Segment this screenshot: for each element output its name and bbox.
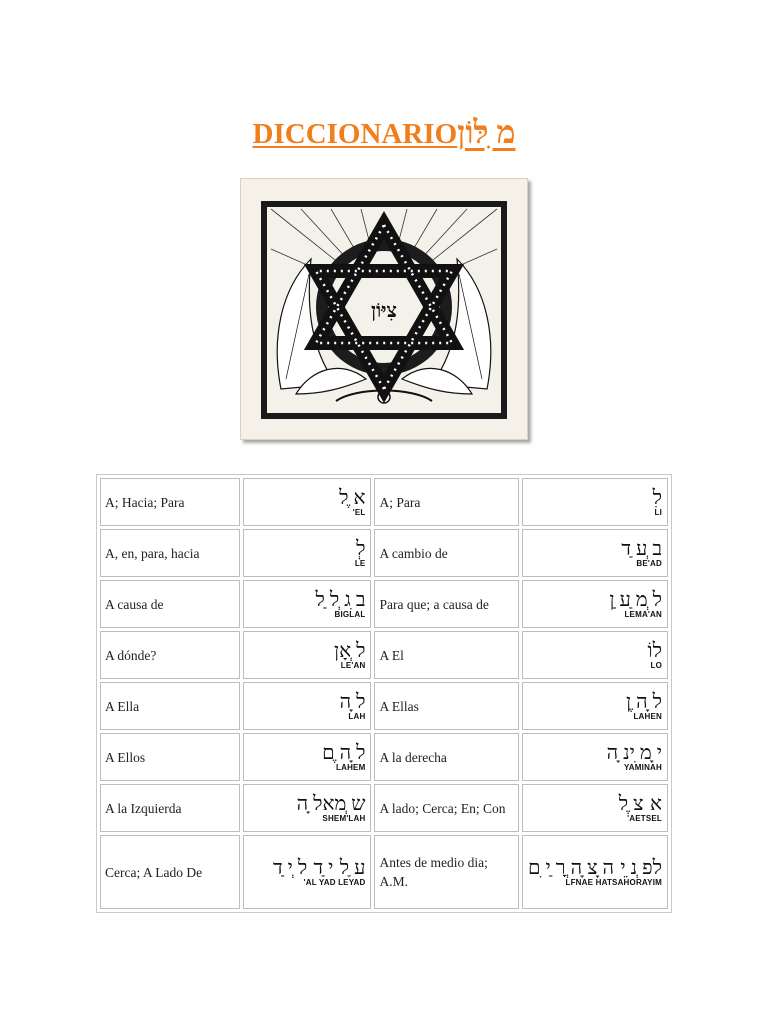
spanish-term: A Ellas: [374, 682, 518, 730]
hebrew-word: לְ: [356, 536, 366, 560]
hebrew-cell: [243, 733, 371, 781]
transliteration: BE'AD: [636, 559, 662, 568]
transliteration: YAMINAH: [624, 763, 662, 772]
transliteration: LAH: [348, 712, 366, 721]
hebrew-cell: [243, 478, 371, 526]
hebrew-cell: [522, 631, 668, 679]
transliteration: LO: [650, 661, 662, 670]
transliteration: LAHEM: [336, 763, 366, 772]
hebrew-cell: [243, 529, 371, 577]
hebrew-word: ל ָה ֶם: [322, 740, 366, 764]
transliteration: 'AL YAD LEYAD: [303, 878, 366, 887]
transliteration: LAHEN: [633, 712, 662, 721]
spanish-term: A causa de: [100, 580, 240, 628]
table-row: [100, 580, 668, 628]
hebrew-cell: [243, 835, 371, 909]
spanish-term: A El: [374, 631, 518, 679]
hebrew-cell: [243, 580, 371, 628]
hebrew-cell: [243, 682, 371, 730]
spanish-term: A la Izquierda: [100, 784, 240, 832]
hebrew-word: ל ְמ ַע ַן: [609, 587, 662, 611]
table-row: [100, 733, 668, 781]
spanish-term: A, en, para, hacia: [100, 529, 240, 577]
spanish-term: A Ellos: [100, 733, 240, 781]
hebrew-word: א ֶל: [339, 485, 366, 509]
hebrew-cell: [522, 784, 668, 832]
hebrew-word: ב ִג ְל ַל: [315, 587, 366, 611]
spanish-term: A cambio de: [374, 529, 518, 577]
spanish-term: A Ella: [100, 682, 240, 730]
transliteration: LE: [354, 559, 366, 568]
emblem-illustration: [241, 179, 527, 439]
hebrew-word: ש ְמאל ָה: [296, 791, 366, 815]
page-title: [0, 112, 768, 154]
table-row: [100, 835, 668, 909]
emblem-inscription: צִיּוֹן: [371, 298, 397, 322]
spanish-term: Cerca; A Lado De: [100, 835, 240, 909]
spanish-term: A la derecha: [374, 733, 518, 781]
table-row: [100, 784, 668, 832]
transliteration: LE'AN: [340, 661, 366, 670]
table-row: [100, 529, 668, 577]
spanish-term: A; Para: [374, 478, 518, 526]
table-row: [100, 682, 668, 730]
hebrew-cell: [243, 631, 371, 679]
transliteration: BIGLAL: [334, 610, 366, 619]
hebrew-cell: [243, 784, 371, 832]
table-row: [100, 631, 668, 679]
spanish-term: A dónde?: [100, 631, 240, 679]
hebrew-cell: [522, 733, 668, 781]
hebrew-word: י ָמ ִינ ָה: [606, 740, 662, 764]
title-hebrew: מ ִלּוֹן: [457, 114, 516, 150]
table-row: [100, 478, 668, 526]
title-spanish: DICCIONARIO: [252, 118, 458, 150]
hebrew-word: ל ָה ֶן: [626, 689, 662, 713]
hebrew-word: לוֹ: [647, 638, 662, 662]
hebrew-cell: [522, 478, 668, 526]
transliteration: SHEM'LAH: [322, 814, 366, 823]
transliteration: LI: [654, 508, 662, 517]
spanish-term: A; Hacia; Para: [100, 478, 240, 526]
hebrew-word: ע ַל י ַד ל ְי ַד: [272, 855, 366, 879]
hebrew-word: ל ְאָן: [334, 638, 366, 662]
hebrew-cell: [522, 529, 668, 577]
transliteration: LEMA'AN: [624, 610, 662, 619]
dictionary-table: [96, 474, 672, 913]
hebrew-cell: [522, 580, 668, 628]
hebrew-word: ל ָה: [339, 689, 366, 713]
transliteration: LFNAE HATSAHORAYIM: [565, 878, 662, 887]
hebrew-word: ב ְע ַד: [621, 536, 662, 560]
transliteration: 'EL: [352, 508, 366, 517]
spanish-term: Antes de medio dia; A.M.: [374, 835, 518, 909]
spanish-term: A lado; Cerca; En; Con: [374, 784, 518, 832]
spanish-term: Para que; a causa de: [374, 580, 518, 628]
hebrew-cell: [522, 835, 668, 909]
hebrew-word: א צ ֶל: [618, 791, 662, 815]
hebrew-word: לפ ְנ ֵי ה ָצ ָה ֳר ַי ִם: [528, 855, 662, 879]
hebrew-word: לִ: [652, 485, 662, 509]
star-of-david-emblem: [240, 178, 528, 440]
hebrew-cell: [522, 682, 668, 730]
transliteration: 'AETSEL: [627, 814, 662, 823]
